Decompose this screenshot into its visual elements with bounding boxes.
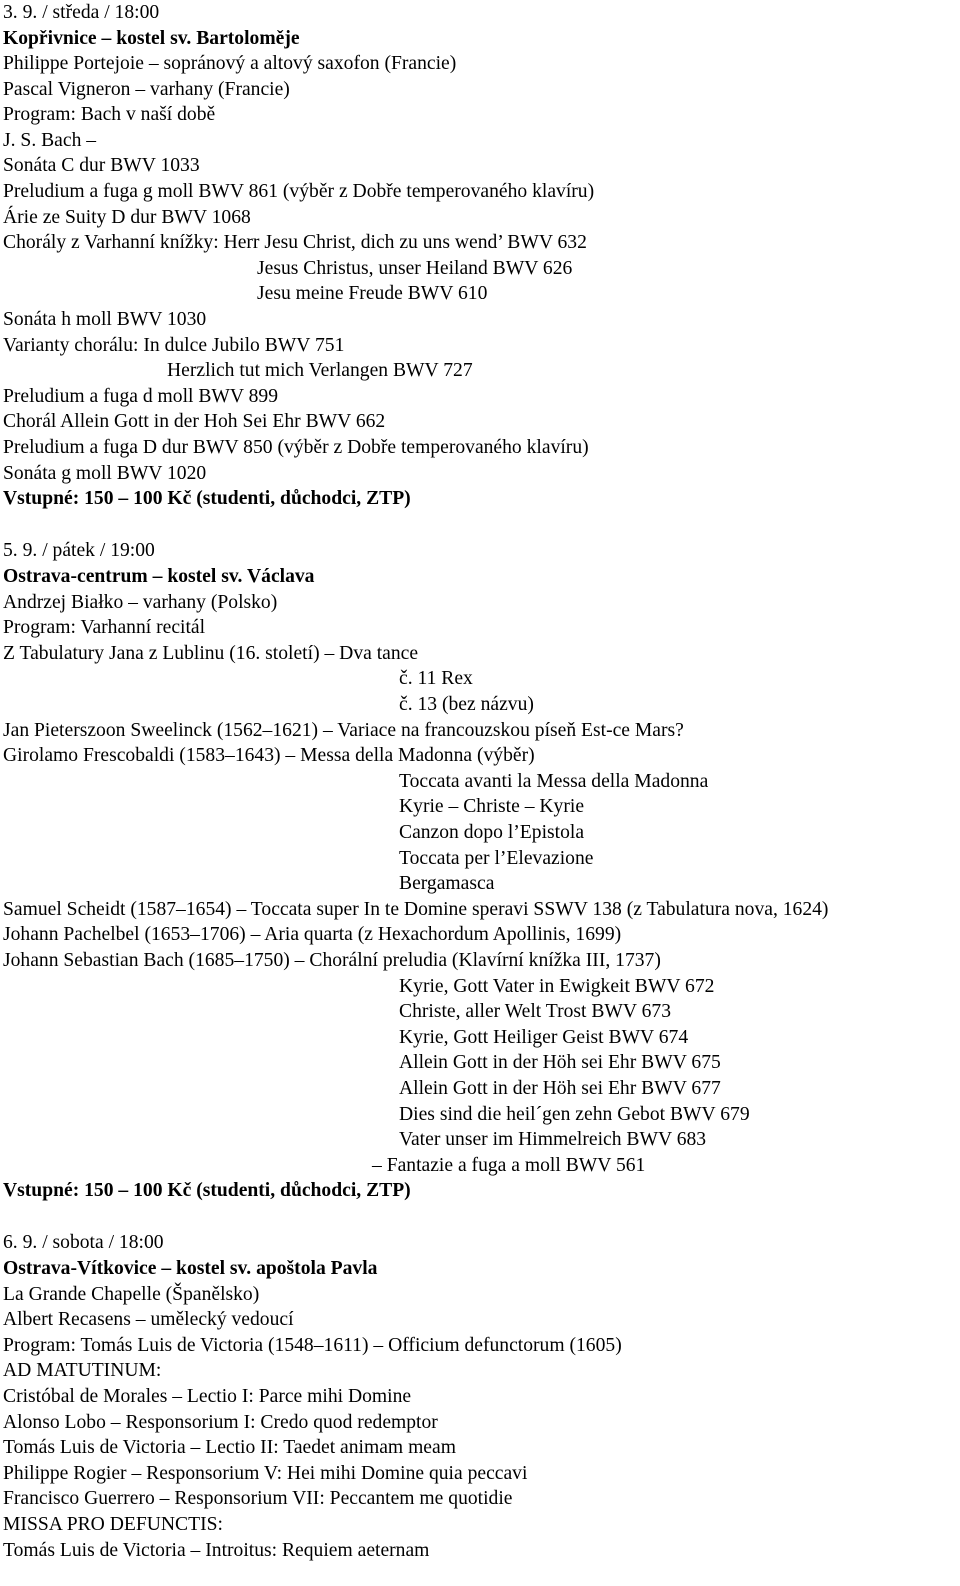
program-item: Johann Pachelbel (1653–1706) – Aria quarta (z Hexachordum Apollinis, 1699) — [3, 924, 622, 945]
program-item: Francisco Guerrero – Responsorium VII: Peccantem me quotidie — [3, 1488, 513, 1509]
program-item: Kyrie – Christe – Kyrie — [399, 796, 585, 817]
program-item: Jan Pieterszoon Sweelinck (1562–1621) – Variace na francouzskou píseň Est-ce Mars? — [3, 720, 684, 741]
program-item: Z Tabulatury Jana z Lublinu (16. století) – Dva tance — [3, 643, 419, 664]
program-item: Chorály z Varhanní knížky: Herr Jesu Christ, dich zu uns wend’ BWV 632 — [3, 232, 587, 253]
event-3-program-title: Program: Tomás Luis de Victoria (1548–1611) – Officium defunctorum (1605) — [3, 1335, 622, 1356]
program-item: Kyrie, Gott Vater in Ewigkeit BWV 672 — [399, 976, 715, 997]
program-item: Allein Gott in der Höh sei Ehr BWV 675 — [399, 1052, 721, 1073]
event-2-performer: Andrzej Białko – varhany (Polsko) — [3, 592, 278, 613]
program-item: Allein Gott in der Höh sei Ehr BWV 677 — [399, 1078, 721, 1099]
program-item: J. S. Bach – — [3, 130, 97, 151]
program-item: Toccata per l’Elevazione — [399, 848, 594, 869]
program-item: – Fantazie a fuga a moll BWV 561 — [372, 1155, 646, 1176]
program-item: Jesus Christus, unser Heiland BWV 626 — [257, 258, 573, 279]
event-1-performer: Philippe Portejoie – sopránový a altový saxofon (Francie) — [3, 53, 457, 74]
event-2-program-title: Program: Varhanní recitál — [3, 617, 206, 638]
program-item: Toccata avanti la Messa della Madonna — [399, 771, 709, 792]
program-item: Herzlich tut mich Verlangen BWV 727 — [167, 360, 473, 381]
event-3-venue: Ostrava-Vítkovice – kostel sv. apoštola Pavla — [3, 1258, 378, 1279]
program-item: Preludium a fuga d moll BWV 899 — [3, 386, 279, 407]
event-2-date: 5. 9. / pátek / 19:00 — [3, 540, 155, 561]
program-item: Vater unser im Himmelreich BWV 683 — [399, 1129, 707, 1150]
program-item: Christe, aller Welt Trost BWV 673 — [399, 1001, 672, 1022]
event-3-date: 6. 9. / sobota / 18:00 — [3, 1232, 164, 1253]
event-2-admission: Vstupné: 150 – 100 Kč (studenti, důchodci, ZTP) — [3, 1180, 411, 1201]
program-item: Varianty chorálu: In dulce Jubilo BWV 751 — [3, 335, 345, 356]
event-1-date: 3. 9. / středa / 18:00 — [3, 2, 160, 23]
program-item: MISSA PRO DEFUNCTIS: — [3, 1514, 223, 1535]
program-item: Canzon dopo l’Epistola — [399, 822, 585, 843]
program-item: AD MATUTINUM: — [3, 1360, 162, 1381]
program-item: Samuel Scheidt (1587–1654) – Toccata super In te Domine speravi SSWV 138 (z Tabulatura nova, 1624) — [3, 899, 829, 920]
program-item: Dies sind die heil´gen zehn Gebot BWV 679 — [399, 1104, 750, 1125]
program-item: Cristóbal de Morales – Lectio I: Parce mihi Domine — [3, 1386, 412, 1407]
program-item: Tomás Luis de Victoria – Introitus: Requiem aeternam — [3, 1540, 430, 1561]
event-3-performer: La Grande Chapelle (Španělsko) — [3, 1284, 260, 1305]
event-1-admission: Vstupné: 150 – 100 Kč (studenti, důchodci, ZTP) — [3, 488, 411, 509]
program-item: Tomás Luis de Victoria – Lectio II: Taedet animam meam — [3, 1437, 456, 1458]
program-item: Alonso Lobo – Responsorium I: Credo quod redemptor — [3, 1412, 438, 1433]
program-item: Sonáta C dur BWV 1033 — [3, 155, 200, 176]
event-1-performer: Pascal Vigneron – varhany (Francie) — [3, 79, 290, 100]
event-3-performer: Albert Recasens – umělecký vedoucí — [3, 1309, 294, 1330]
program-item: Preludium a fuga D dur BWV 850 (výběr z Dobře temperovaného klavíru) — [3, 437, 589, 458]
program-item: Jesu meine Freude BWV 610 — [257, 283, 488, 304]
program-item: Girolamo Frescobaldi (1583–1643) – Messa della Madonna (výběr) — [3, 745, 535, 766]
event-2-venue: Ostrava-centrum – kostel sv. Václava — [3, 566, 315, 587]
program-item: Bergamasca — [399, 873, 495, 894]
program-item: č. 11 Rex — [399, 668, 473, 689]
event-1-program-title: Program: Bach v naší době — [3, 104, 216, 125]
program-item: Preludium a fuga g moll BWV 861 (výběr z Dobře temperovaného klavíru) — [3, 181, 595, 202]
event-1-venue: Kopřivnice – kostel sv. Bartoloměje — [3, 28, 300, 49]
program-item: Philippe Rogier – Responsorium V: Hei mihi Domine quia peccavi — [3, 1463, 528, 1484]
program-item: Sonáta g moll BWV 1020 — [3, 463, 207, 484]
program-item: Árie ze Suity D dur BWV 1068 — [3, 207, 251, 228]
program-item: č. 13 (bez názvu) — [399, 694, 534, 715]
program-item: Chorál Allein Gott in der Hoh Sei Ehr BWV 662 — [3, 411, 386, 432]
program-item: Sonáta h moll BWV 1030 — [3, 309, 207, 330]
program-item: Kyrie, Gott Heiliger Geist BWV 674 — [399, 1027, 689, 1048]
program-item: Johann Sebastian Bach (1685–1750) – Chorální preludia (Klavírní knížka III, 1737) — [3, 950, 661, 971]
